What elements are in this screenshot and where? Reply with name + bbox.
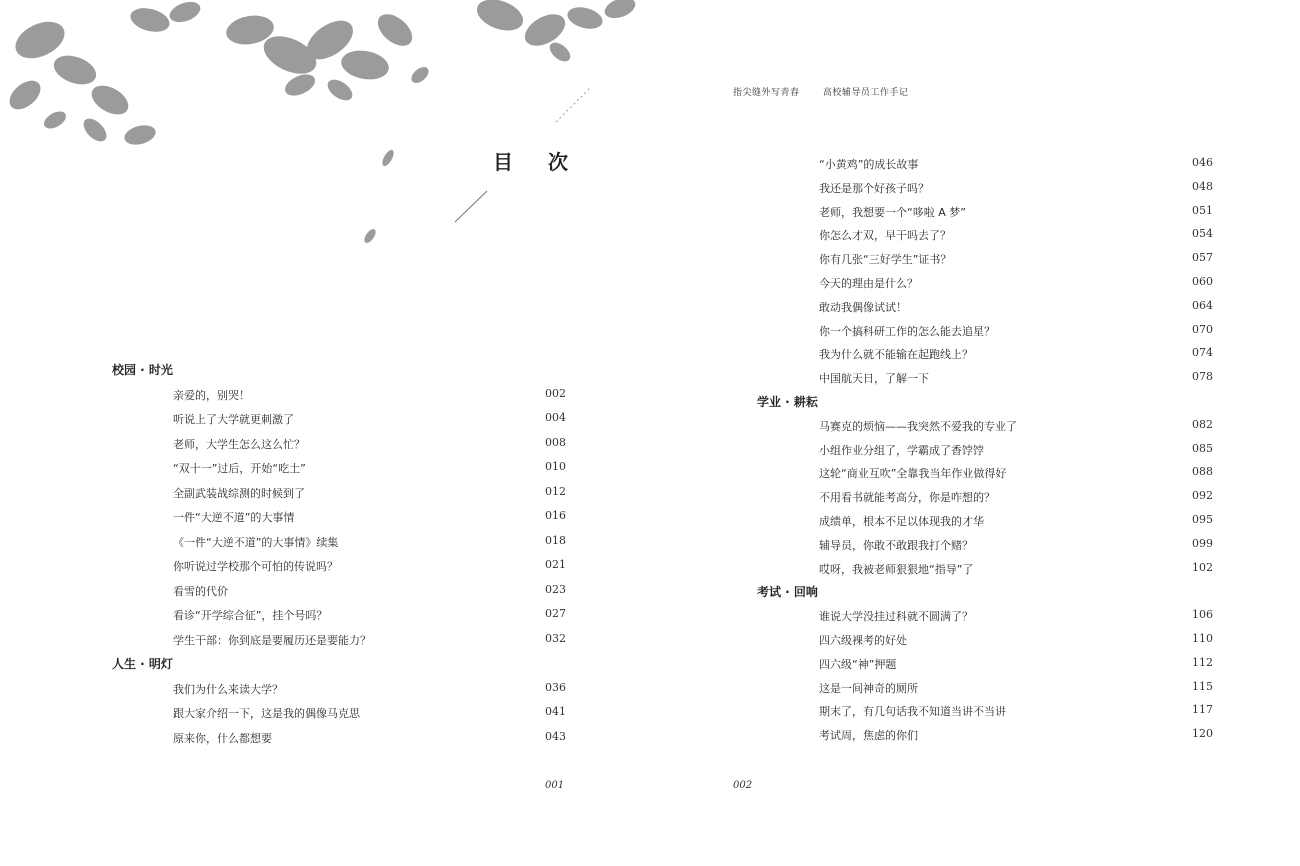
toc-entry-title: 今天的理由是什么？ <box>819 277 918 290</box>
toc-entry-page: 088 <box>1192 465 1213 479</box>
toc-entry-page: 021 <box>545 558 566 571</box>
toc-entry-title: 哎呀，我被老师狠狠地“指导”了 <box>819 562 974 576</box>
toc-entry-title: 你有几张“三好学生”证书？ <box>819 253 952 267</box>
toc-entry-page: 117 <box>1192 703 1213 717</box>
toc-section-heading: 校园 · 时光 <box>112 363 173 377</box>
toc-entry-title: 你一个搞科研工作的怎么能去追星？ <box>819 324 995 338</box>
toc-entry-title: 我还是那个好孩子吗？ <box>819 181 929 195</box>
toc-entry-title: 敢动我偶像试试！ <box>819 300 907 314</box>
toc-entry-title: 不用看书就能考高分，你是咋想的？ <box>819 491 995 505</box>
toc-entry-page: 102 <box>1192 560 1213 574</box>
header-subtitle: 高校辅导员工作手记 <box>822 88 909 98</box>
toc-entry-page: 054 <box>1192 227 1213 241</box>
toc-section-heading: 人生 · 明灯 <box>112 657 173 671</box>
header-series: 指尖缝外写青春 <box>733 88 800 98</box>
toc-entry-title: 考试周，焦虑的你们 <box>819 729 918 743</box>
toc-entry-page: 106 <box>1192 608 1213 622</box>
folio-right: 002 <box>733 780 753 791</box>
toc-entry-page: 027 <box>545 607 566 620</box>
toc-entry-title: 这是一间神奇的厕所 <box>819 681 918 695</box>
toc-entry-page: 078 <box>1192 370 1213 384</box>
toc-entry-page: 064 <box>1192 298 1213 312</box>
leaves-illustration <box>0 0 660 260</box>
toc-entry-title: 这轮“商业互吹”全靠我当年作业做得好 <box>819 467 1007 481</box>
toc-entry-page: 112 <box>1192 655 1213 669</box>
toc-entry-page: 012 <box>545 484 566 498</box>
toc-entry-title: 学生干部：你到底是要履历还是要能力？ <box>173 633 371 647</box>
toc-entry-page: 092 <box>1192 489 1213 503</box>
toc-entry-page: 051 <box>1192 203 1213 217</box>
toc-entry-title: 跟大家介绍一下，这是我的偶像马克思 <box>173 707 360 720</box>
running-header <box>733 85 908 98</box>
toc-entry-page: 018 <box>545 533 566 547</box>
toc-entry-title: 四六级裸考的好处 <box>819 634 907 647</box>
toc-entry-page: 115 <box>1192 679 1213 693</box>
toc-entry-page: 110 <box>1192 632 1213 645</box>
toc-entry-title: 期末了，有几句话我不知道当讲不当讲 <box>819 705 1006 719</box>
toc-entry-title: 辅导员，你敢不敢跟我打个赌？ <box>819 538 973 552</box>
toc-entry-page: 060 <box>1192 275 1213 288</box>
toc-entry-page: 041 <box>545 705 566 718</box>
toc-entry-page: 043 <box>545 729 566 743</box>
toc-entry-page: 004 <box>545 411 566 424</box>
toc-entry-title: 老师，大学生怎么这么忙？ <box>173 437 305 451</box>
toc-entry-page: 036 <box>545 680 566 694</box>
toc-entry-title: 亲爱的，别哭！ <box>173 388 250 402</box>
toc-entry-page: 085 <box>1192 441 1213 455</box>
toc-title: 目 次 <box>493 150 582 174</box>
toc-entry-page: 010 <box>545 460 566 473</box>
toc-entry-title: 一件“大逆不道”的大事情 <box>173 511 295 524</box>
toc-section-heading: 考试 · 回响 <box>757 585 818 600</box>
toc-entry-page: 120 <box>1192 727 1213 741</box>
toc-entry-title: 《一件“大逆不道”的大事情》续集 <box>173 535 339 549</box>
toc-entry-page: 023 <box>545 582 566 596</box>
toc-entry-title: 看诊“开学综合征”，挂个号吗？ <box>173 609 328 622</box>
toc-entry-page: 057 <box>1192 251 1213 265</box>
toc-entry-title: 马赛克的烦恼——我突然不爱我的专业了 <box>819 419 1017 433</box>
toc-section-heading: 学业 · 耕耘 <box>757 395 818 409</box>
toc-entry-page: 082 <box>1192 417 1213 431</box>
toc-entry-title: 你听说过学校那个可怕的传说吗？ <box>173 560 338 573</box>
toc-entry-page: 008 <box>545 435 566 449</box>
toc-entry-page: 046 <box>1192 156 1213 169</box>
toc-entry-page: 099 <box>1192 536 1213 550</box>
toc-entry-title: 全副武装战综测的时候到了 <box>173 486 305 500</box>
toc-entry-title: 小组作业分组了，学霸成了香饽饽 <box>819 443 984 457</box>
toc-entry-page: 002 <box>545 386 566 400</box>
toc-entry-title: 老师，我想要一个“哆啦 A 梦” <box>819 205 966 219</box>
toc-entry-page: 070 <box>1192 322 1213 336</box>
toc-entry-title: 看雪的代价 <box>173 584 228 598</box>
toc-entry-title: 四六级“神”押题 <box>819 657 897 671</box>
toc-entry-title: 听说上了大学就更刺激了 <box>173 413 294 426</box>
toc-entry-title: 原来你，什么都想要 <box>173 731 272 745</box>
toc-entry-page: 016 <box>545 509 566 522</box>
toc-entry-title: “小黄鸡”的成长故事 <box>819 158 919 171</box>
toc-entry-title: 中国航天日，了解一下 <box>819 372 929 386</box>
toc-entry-title: 你怎么才双，早干吗去了？ <box>819 229 951 243</box>
toc-entry-title: 成绩单，根本不足以体现我的才华 <box>819 515 984 528</box>
toc-entry-page: 048 <box>1192 179 1213 193</box>
toc-entry-title: “双十一”过后，开始“吃土” <box>173 462 306 475</box>
toc-entry-page: 074 <box>1192 346 1213 360</box>
toc-entry-page: 032 <box>545 631 566 645</box>
toc-entry-page: 095 <box>1192 513 1213 526</box>
toc-entry-title: 我为什么就不能输在起跑线上？ <box>819 348 973 362</box>
toc-entry-title: 我们为什么来读大学？ <box>173 682 283 696</box>
toc-entry-title: 谁说大学没挂过科就不圆满了？ <box>819 610 973 624</box>
folio-left: 001 <box>545 780 565 791</box>
